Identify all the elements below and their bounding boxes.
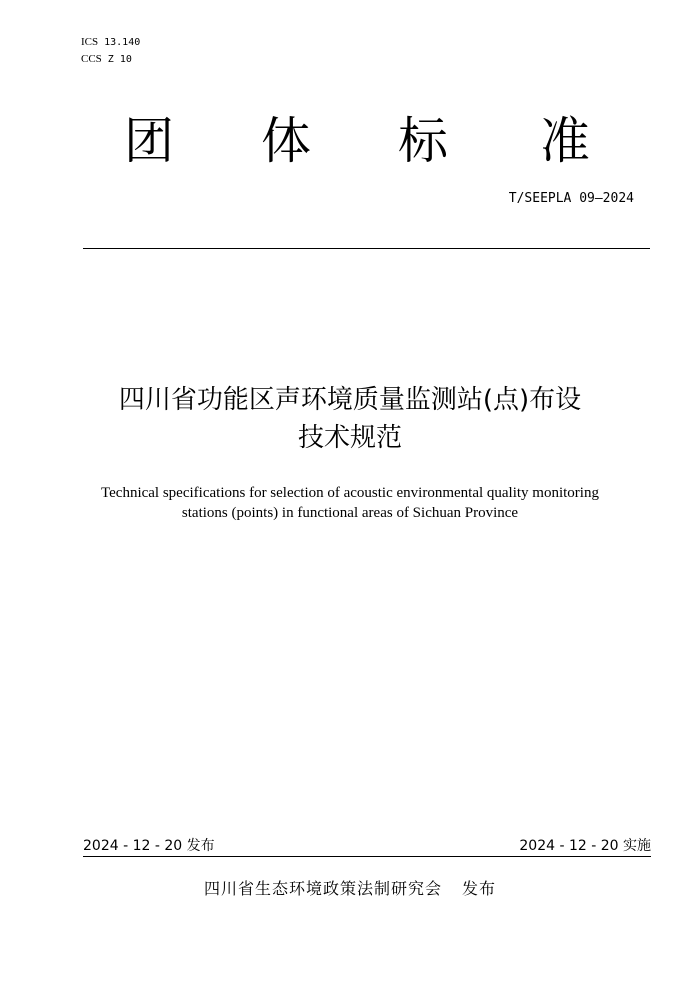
release-date: 2024 - 12 - 20 发布: [83, 838, 215, 854]
top-divider: [83, 248, 650, 249]
group-standard-heading: [0, 108, 700, 178]
ics-label: ICS: [81, 36, 99, 48]
heading-char-2: 体: [261, 112, 311, 170]
publisher-action: 发布: [462, 879, 497, 898]
publisher-line: [0, 876, 700, 899]
chinese-title-line-1: 四川省功能区声环境质量监测站(点)布设: [118, 385, 582, 415]
heading-char-4: 准: [540, 112, 590, 170]
ccs-label: CCS: [81, 53, 102, 65]
english-title: [80, 483, 620, 523]
heading-char-1: 团: [124, 112, 174, 170]
chinese-title: [0, 381, 700, 457]
bottom-divider: [83, 856, 651, 857]
classification-codes: [81, 34, 140, 68]
ccs-code: [81, 51, 140, 68]
english-title-line-1: Technical specifications for selection of acoustic environmental quality monitoring: [101, 485, 599, 501]
standard-number: T/SEEPLA 09—2024: [508, 191, 634, 206]
implementation-date: 2024 - 12 - 20 实施: [519, 838, 651, 854]
publisher-org: 四川省生态环境政策法制研究会: [203, 879, 442, 898]
english-title-line-2: stations (points) in functional areas of Sichuan Province: [181, 505, 519, 521]
ccs-value: Z 10: [107, 54, 132, 65]
ics-value: 13.140: [104, 37, 141, 48]
ics-code: [81, 34, 140, 51]
heading-char-3: 标: [398, 112, 448, 170]
chinese-title-line-2: 技术规范: [297, 423, 402, 453]
